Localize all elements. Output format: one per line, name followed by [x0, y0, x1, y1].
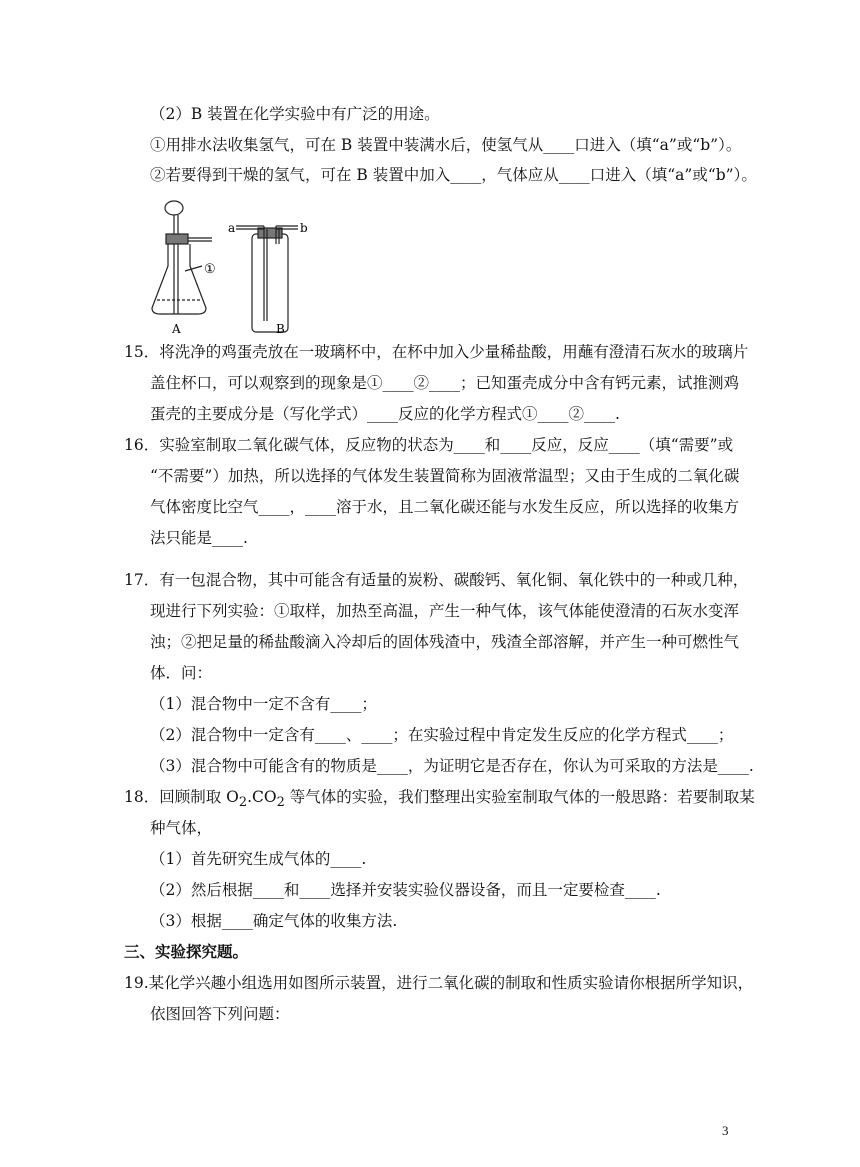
- text-line: 15．将洗净的鸡蛋壳放在一玻璃杯中，在杯中加入少量稀盐酸，用蘸有澄清石灰水的玻璃片: [124, 343, 749, 361]
- text-line: （2）混合物中一定含有____、____；在实验过程中肯定发生反应的化学方程式____；: [150, 726, 734, 744]
- text-line: （1）混合物中一定不含有____；: [150, 695, 377, 713]
- text-line: 浊；②把足量的稀盐酸滴入冷却后的固体残渣中，残渣全部溶解，并产生一种可燃性气: [150, 633, 740, 651]
- text-line: [124, 787, 755, 813]
- text-line: （3）混合物中可能含有的物质是____，为证明它是否存在，你认为可采取的方法是____.: [150, 757, 754, 775]
- text-fragment: 等气体的实验，我们整理出实验室制取气体的一般思路：若要制取某: [284, 788, 755, 806]
- text-line: 种气体，: [150, 819, 213, 837]
- text-line: “不需要”）加热，所以选择的气体发生装置简称为固液常温型；又由于生成的二氧化碳: [150, 467, 740, 485]
- apparatus-a-label: A: [172, 322, 181, 336]
- text-fragment: .CO: [247, 788, 277, 806]
- text-line: （2）然后根据____和____选择并安装实验仪器设备，而且一定要检查____.: [150, 881, 661, 899]
- port-b-label: b: [300, 221, 308, 235]
- text-line: 16．实验室制取二氧化碳气体，反应物的状态为____和____反应，反应____（填“需要”或: [124, 436, 734, 454]
- text-line: ①用排水法收集氢气，可在 B 装置中装满水后，使氢气从____口进入（填“a”或“b”）。: [150, 136, 742, 154]
- apparatus-figure: [150, 196, 320, 336]
- text-line: 蛋壳的主要成分是（写化学式）____反应的化学方程式①____②____.: [150, 405, 620, 423]
- subscript: 2: [238, 795, 248, 811]
- text-line: 19.某化学兴趣小组选用如图所示装置，进行二氧化碳的制取和性质实验请你根据所学知识，: [124, 974, 754, 992]
- page-number: 3: [722, 1123, 729, 1138]
- text-fragment: 18．回顾制取 O: [124, 788, 239, 806]
- apparatus-b-label: B: [276, 322, 285, 336]
- text-line: 盖住杯口，可以观察到的现象是①____②____；已知蛋壳成分中含有钙元素，试推测鸡: [150, 374, 740, 392]
- subscript: 2: [276, 795, 285, 811]
- text-line: 法只能是____.: [150, 529, 248, 547]
- text-line: 气体密度比空气____，____溶于水，且二氧化碳还能与水发生反应，所以选择的收集方: [150, 498, 740, 516]
- text-line: （2）B 装置在化学实验中有广泛的用途。: [150, 105, 440, 123]
- text-line: 17．有一包混合物，其中可能含有适量的炭粉、碳酸钙、氧化铜、氧化铁中的一种或几种，: [124, 571, 749, 589]
- text-line: （3）根据____确定气体的收集方法.: [150, 912, 398, 930]
- text-line: ②若要得到干燥的氢气，可在 B 装置中加入____，气体应从____口进入（填“a”或“b”）。: [150, 166, 757, 184]
- marker-label: ①: [204, 262, 216, 277]
- text-line: 依图回答下列问题：: [150, 1005, 290, 1023]
- text-line: 现进行下列实验：①取样，加热至高温，产生一种气体，该气体能使澄清的石灰水变浑: [150, 602, 740, 620]
- text-line: （1）首先研究生成气体的____.: [150, 850, 367, 868]
- section-heading: 三、实验探究题。: [124, 942, 249, 961]
- port-a-label: a: [228, 221, 236, 235]
- text-line: 体．问：: [150, 664, 213, 682]
